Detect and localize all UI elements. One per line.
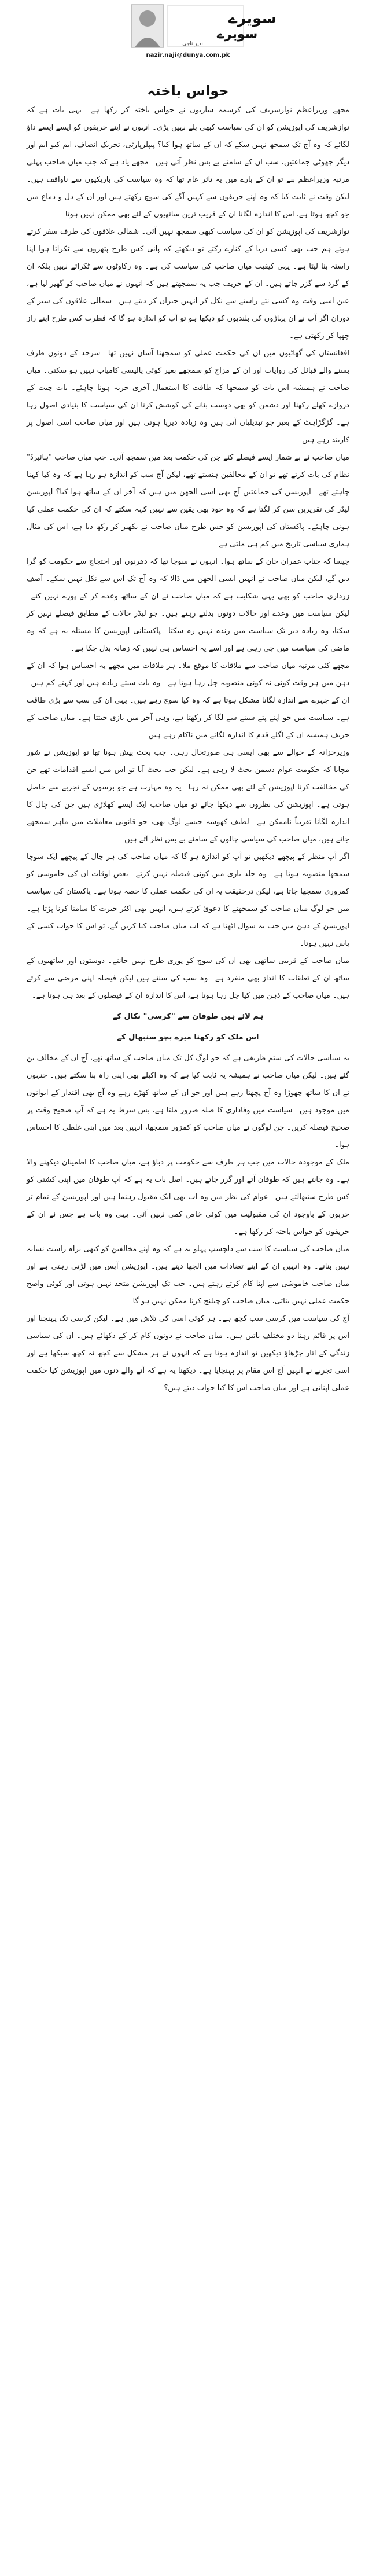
paragraph: مجھے کئی مرتبہ میاں صاحب سے ملاقات کا موقع ملا۔ ہر ملاقات میں مجھے یہ احساس ہوا کہ ان کے ذہن میں ہر وقت کوئی نہ کوئی منصوبہ چل رہا ہوتا ہے۔ وہ بات سنتے زیادہ ہیں اور کہتے کم ہیں۔ ان کے چہرے سے اندازہ لگانا مشکل ہوتا ہے کہ وہ کیا سوچ رہے ہیں۔ یہی ان کی سب سے بڑی طاقت ہے۔ سیاست میں جو اپنے پتے سینے سے لگا کر رکھتا ہے، وہی آخر میں بازی جیتتا ہے۔ میاں صاحب کے حریف ہمیشہ ان کے اگلے قدم کا اندازہ لگانے میں ناکام رہے ہیں۔ bbox=[27, 662, 349, 740]
paragraph: نوازشریف کی اپوزیشن کو ان کی سیاست کبھی سمجھ نہیں آئی۔ شمالی علاقوں کی طرف سفر کرتے ہوئے ہم جب بھی کسی دریا کے کنارے رکتے تو دیکھتے کہ پانی کس طرح پتھروں سے ٹکراتا ہوا اپنا راستہ بنا لیتا ہے۔ یہی کیفیت میاں صاحب کی سیاست کی ہے۔ وہ رکاوٹوں سے ٹکراتے نہیں بلکہ ان کے گرد سے گزر جاتے ہیں۔ ان کے حریف جب یہ سمجھتے ہیں کہ انہوں نے میاں صاحب کو گھیر لیا ہے، عین اسی وقت وہ کسی نئے راستے سے نکل کر انہیں حیران کر دیتے ہیں۔ شمالی علاقوں کی سیر کے دوران اگر آپ نے ان پہاڑوں کی بلندیوں کو دیکھا ہو تو آپ کو اندازہ ہو گا کہ فطرت کس طرح اپنے راز چھپا کر رکھتی ہے۔ bbox=[27, 227, 349, 340]
article-body bbox=[27, 102, 349, 1397]
paragraph: میاں صاحب کے قریبی ساتھی بھی ان کی سوچ کو پوری طرح نہیں جانتے۔ دوستوں اور ساتھیوں کے ساتھ ان کے تعلقات کا انداز بھی منفرد ہے۔ وہ سب کی سنتے ہیں لیکن فیصلہ اپنی مرضی سے کرتے ہیں۔ میاں صاحب کے ذہن میں کیا چل رہا ہوتا ہے، اس کا اندازہ ان کے فیصلوں کے بعد ہی ہوتا ہے۔ bbox=[27, 957, 349, 1000]
author-email: nazir.naji@dunya.com.pk bbox=[146, 52, 230, 58]
column-logo bbox=[130, 2, 277, 51]
svg-text:نذیر ناجی: نذیر ناجی bbox=[182, 41, 203, 47]
paragraph: مجھے وزیراعظم نوازشریف کی کرشمہ سازیوں نے حواس باختہ کر رکھا ہے۔ یہی بات ہے کہ نوازشریف کی اپوزیشن کو ان کی سیاست کبھی پلے نہیں پڑی۔ انہوں نے اپنے حریفوں کو ایسے ایسے داؤ لگائے کہ وہ آج تک سمجھ نہیں سکے کہ ان کے ساتھ ہوا کیا؟ پیپلزپارٹی، تحریک انصاف، ایم کیو ایم اور دیگر چھوٹی جماعتیں، سب ان کے سامنے بے بس نظر آتی ہیں۔ مجھے یاد ہے کہ جب میاں صاحب پہلی مرتبہ وزیراعظم بنے تو ان کے بارے میں یہ تاثر عام تھا کہ وہ سیاست کی باریکیوں سے ناواقف ہیں۔ لیکن وقت نے ثابت کیا کہ وہ اپنے حریفوں سے کہیں آگے کی سوچ رکھتے ہیں اور ان کے دل و دماغ میں جو کچھ ہوتا ہے، اس کا اندازہ لگانا ان کے قریب ترین ساتھیوں کے لئے بھی ممکن نہیں ہوتا۔ bbox=[27, 106, 349, 219]
article-title: حواس باختہ bbox=[147, 83, 229, 100]
poetry-line: ہم لائے ہیں طوفان سے "کرسی" نکال کے bbox=[112, 1012, 264, 1021]
paragraph: اگر آپ منظر کے پیچھے دیکھیں تو آپ کو اندازہ ہو گا کہ میاں صاحب کی ہر چال کے پیچھے ایک سوچا سمجھا منصوبہ ہوتا ہے۔ وہ جلد بازی میں کوئی فیصلہ نہیں کرتے۔ بعض اوقات ان کی خاموشی کو کمزوری سمجھا جاتا ہے، لیکن درحقیقت یہ ان کی حکمت عملی کا حصہ ہوتا ہے۔ پاکستان کی سیاست میں جو لوگ میاں صاحب کو سمجھنے کا دعویٰ کرتے ہیں، انہیں بھی اکثر حیرت کا سامنا کرنا پڑتا ہے۔ اپوزیشن کے ذہن میں جب یہ سوال اٹھتا ہے کہ اب میاں صاحب کیا کریں گے، تو اس کا جواب کسی کے پاس نہیں ہوتا۔ bbox=[27, 852, 349, 948]
paragraph: آج کی سیاست میں کرسی سب کچھ ہے۔ ہر کوئی اسی کی تلاش میں ہے۔ لیکن کرسی تک پہنچنا اور اس پر قائم رہنا دو مختلف باتیں ہیں۔ میاں صاحب نے دونوں کام کر کے دکھائے ہیں۔ ان کی سیاسی زندگی کے اتار چڑھاؤ دیکھیں تو اندازہ ہوتا ہے کہ انہوں نے ہر مشکل سے کچھ نہ کچھ سیکھا ہے اور اسی تجربے نے انہیں آج اس مقام پر پہنچایا ہے۔ دیکھنا یہ ہے کہ آنے والے دنوں میں اپوزیشن کیا حکمت عملی اپناتی ہے اور میاں صاحب اس کا کیا جواب دیتے ہیں؟ bbox=[27, 1314, 349, 1392]
paragraph: ملک کے موجودہ حالات میں جب ہر طرف سے حکومت پر دباؤ ہے، میاں صاحب کا اطمینان دیکھنے والا ہے۔ وہ جانتے ہیں کہ طوفان آتے اور گزر جاتے ہیں۔ اصل بات یہ ہے کہ آپ طوفان میں اپنی کشتی کو کس طرح سنبھالتے ہیں۔ عوام کی نظر میں وہ اب بھی ایک مقبول رہنما ہیں اور اپوزیشن کے تمام تر حربوں کے باوجود ان کی مقبولیت میں کوئی خاص کمی نہیں آئی۔ یہی وہ بات ہے جس نے ان کے حریفوں کو حواس باختہ کر رکھا ہے۔ bbox=[27, 1158, 349, 1236]
svg-text:سویرے: سویرے bbox=[217, 27, 258, 42]
paragraph: جیسا کہ جناب عمران خان کے ساتھ ہوا۔ انہوں نے سوچا تھا کہ دھرنوں اور احتجاج سے حکومت کو گرا دیں گے، لیکن میاں صاحب نے انہیں ایسی الجھن میں ڈالا کہ وہ آج تک اس سے نکل نہیں سکے۔ آصف زرداری صاحب کو بھی یہی شکایت ہے کہ میاں صاحب نے ان کے ساتھ وعدے کر کے پورے نہیں کئے۔ لیکن سیاست میں وعدے اور حالات دونوں بدلتے رہتے ہیں۔ جو لیڈر حالات کے مطابق فیصلے نہیں کر سکتا، وہ زیادہ دیر تک سیاست میں زندہ نہیں رہ سکتا۔ پاکستانی اپوزیشن کا مسئلہ یہ ہے کہ وہ ماضی کی سیاست میں جی رہی ہے اور اسے یہ احساس ہی نہیں کہ زمانہ بدل چکا ہے۔ bbox=[27, 557, 349, 653]
poetry-line: اس ملک کو رکھنا میرے بچو سنبھال کے bbox=[117, 1033, 259, 1042]
svg-text:سویرے: سویرے bbox=[228, 10, 277, 27]
paragraph: افغانستان کی گھاٹیوں میں ان کی حکمت عملی کو سمجھنا آسان نہیں تھا۔ سرحد کے دونوں طرف بسنے والے قبائل کی روایات اور ان کے مزاج کو سمجھے بغیر کوئی پالیسی کامیاب نہیں ہو سکتی۔ میاں صاحب نے ہمیشہ اس بات کو سمجھا کہ طاقت کا استعمال آخری حربہ ہونا چاہئے۔ بات چیت کے دروازے کھلے رکھنا اور دشمن کو بھی دوست بنانے کی کوشش کرنا ان کی سیاست کا بنیادی اصول رہا ہے۔ گڑگڑاہٹ کے بغیر جو تبدیلیاں آتی ہیں وہ زیادہ دیرپا ہوتی ہیں اور میاں صاحب اسی اصول پر کاربند رہے ہیں۔ bbox=[27, 349, 349, 444]
column-masthead bbox=[130, 2, 277, 65]
paragraph: میاں صاحب نے بے شمار ایسے فیصلے کئے جن کی حکمت بعد میں سمجھ آئی۔ جب میاں صاحب "ہائبرڈ" نظام کی بات کرتے تھے تو ان کے مخالفین ہنستے تھے، لیکن آج سب کو اندازہ ہو رہا ہے کہ وہ کیا کہنا چاہتے تھے۔ اپوزیشن کی جماعتیں آج بھی اسی الجھن میں ہیں کہ آخر ان کے ساتھ ہوا کیا؟ اپوزیشن لیڈر کی تقریریں سن کر لگتا ہے کہ وہ خود بھی یقین سے نہیں کہہ سکتے کہ ان کی حکمت عملی کیا ہونی چاہئے۔ پاکستان کی اپوزیشن کو جس طرح میاں صاحب نے بکھیر کر رکھ دیا ہے، اس کی مثال ہماری سیاسی تاریخ میں کم ہی ملتی ہے۔ bbox=[27, 453, 349, 549]
paragraph: میاں صاحب کی سیاست کا سب سے دلچسپ پہلو یہ ہے کہ وہ اپنے مخالفین کو کبھی براہ راست نشانہ نہیں بناتے۔ وہ انہیں ان کے اپنے تضادات میں الجھا دیتے ہیں۔ اپوزیشن آپس میں لڑتی رہتی ہے اور میاں صاحب خاموشی سے اپنا کام کرتے رہتے ہیں۔ جب تک اپوزیشن متحد نہیں ہوتی اور کوئی واضح حکمت عملی نہیں بناتی، میاں صاحب کو چیلنج کرنا ممکن نہیں ہو گا۔ bbox=[27, 1245, 349, 1306]
paragraph: وزیرخزانہ کے حوالے سے بھی ایسی ہی صورتحال رہی۔ جب بجٹ پیش ہونا تھا تو اپوزیشن نے شور مچایا کہ حکومت عوام دشمن بجٹ لا رہی ہے۔ لیکن جب بجٹ آیا تو اس میں ایسے اقدامات تھے جن کی مخالفت کرنا اپوزیشن کے لئے بھی ممکن نہ رہا۔ یہ وہ مہارت ہے جو برسوں کے تجربے سے حاصل ہوتی ہے۔ اپوزیشن کی نظروں سے دیکھا جائے تو میاں صاحب ایک ایسے کھلاڑی ہیں جن کی چال کا اندازہ لگانا تقریباً ناممکن ہے۔ لطیف کھوسہ جیسے لوگ بھی، جو قانونی معاملات میں ماہر سمجھے جاتے ہیں، میاں صاحب کی سیاسی چالوں کے سامنے بے بس نظر آتے ہیں۔ bbox=[27, 748, 349, 844]
paragraph: یہ سیاسی حالات کی ستم ظریفی ہے کہ جو لوگ کل تک میاں صاحب کے ساتھ تھے، آج ان کے مخالف بن گئے ہیں۔ لیکن میاں صاحب نے ہمیشہ یہ ثابت کیا ہے کہ وہ اکیلے بھی اپنی راہ بنا سکتے ہیں۔ جنہوں نے ان کا ساتھ چھوڑا وہ آج پچھتا رہے ہیں اور جو ان کے ساتھ کھڑے رہے وہ آج بھی اقتدار کے ایوانوں میں موجود ہیں۔ سیاست میں وفاداری کا صلہ ضرور ملتا ہے، بس شرط یہ ہے کہ آپ صحیح وقت پر صحیح فیصلہ کریں۔ جن لوگوں نے میاں صاحب کو کمزور سمجھا، انہیں بعد میں اپنی غلطی کا احساس ہوا۔ bbox=[27, 1054, 349, 1149]
